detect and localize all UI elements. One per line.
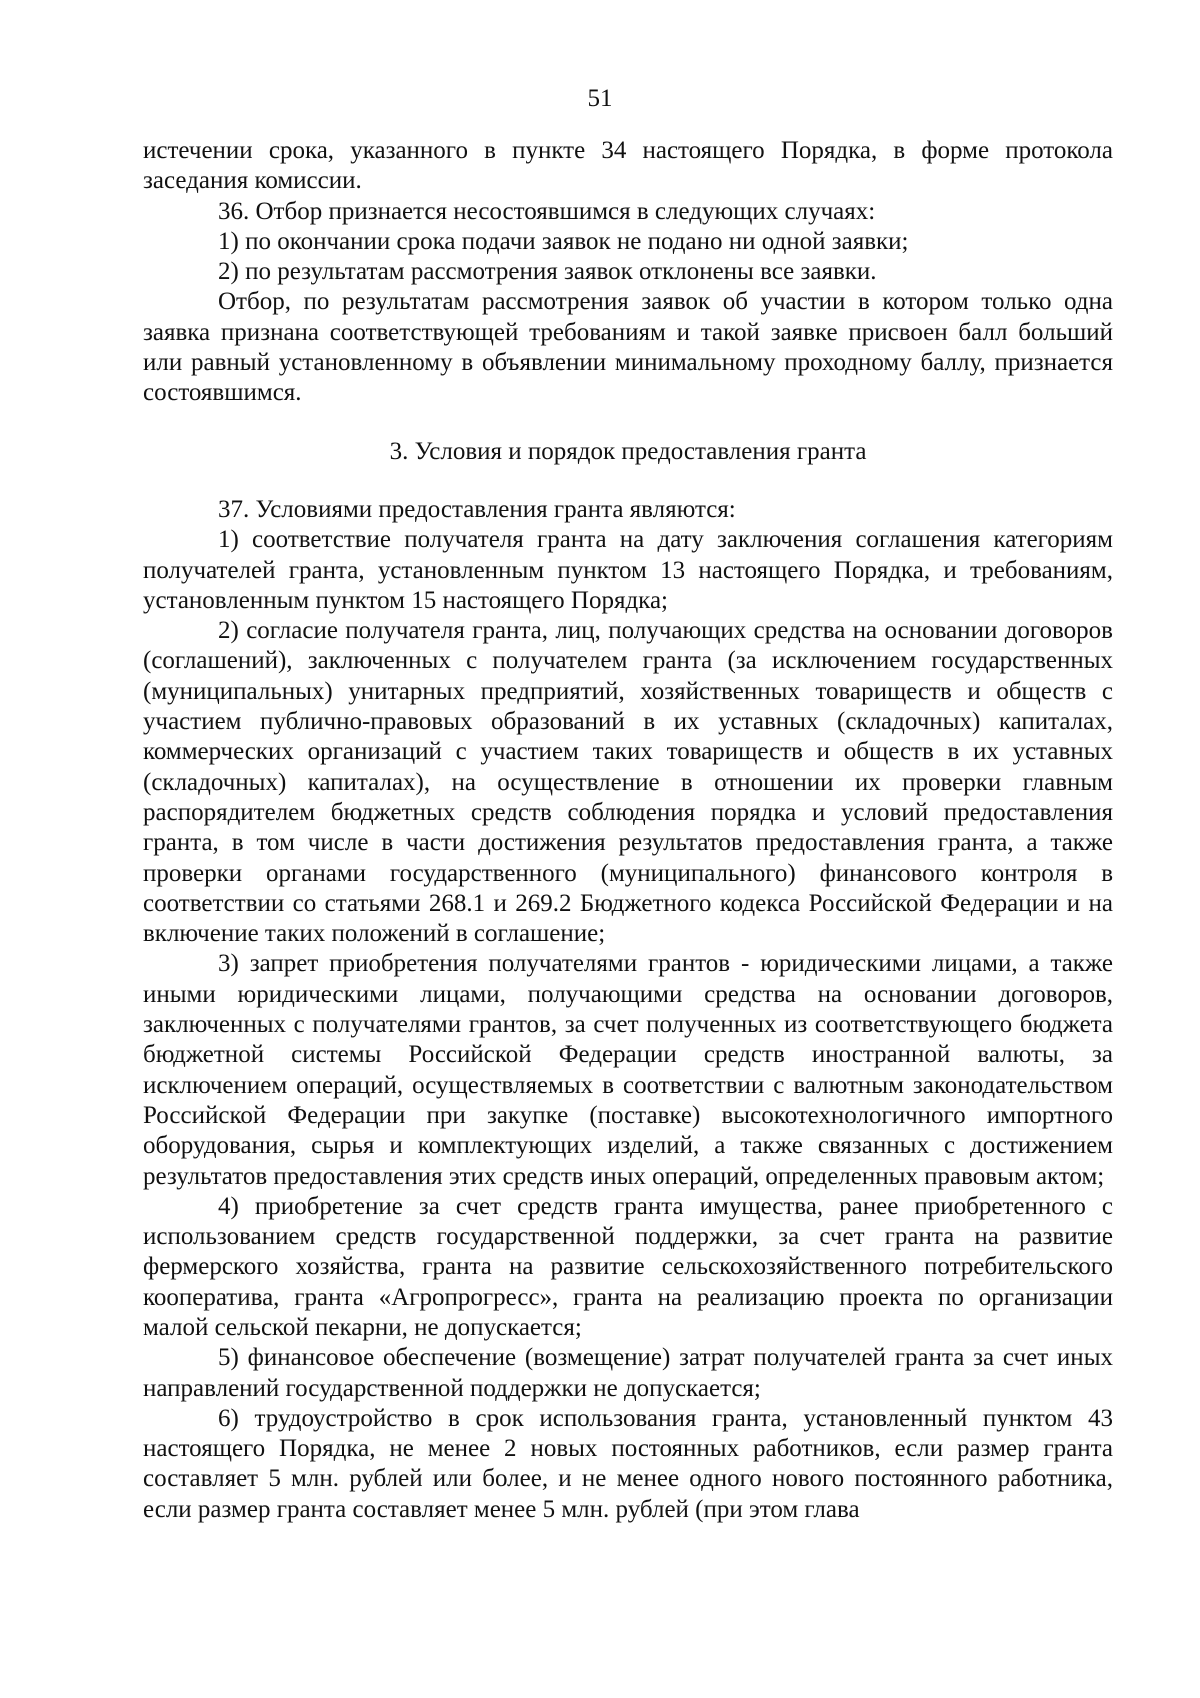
- section-heading: 3. Условия и порядок предоставления гранта: [389, 437, 867, 465]
- document-body: [143, 136, 1113, 1525]
- page-number: 51: [587, 85, 613, 112]
- paragraph-item-37-3: 3) запрет приобретения получателями грантов - юридическими лицами, а также иными юридическими лицами, получающими средства на основании договоров, заключенных с получателями грантов, за счет полученных из соответствующего бюджета бюджетной системы Российской Федерации средств иностранной валюты, за исключением операций, осуществляемых в соответствии с валютным законодательством Российской Федерации при закупке (поставке) высокотехнологичного импортного оборудования, сырья и комплектующих изделий, а также связанных с достижением результатов предоставления этих средств иных операций, определенных правовым актом;: [143, 950, 1113, 1190]
- paragraph-item-37-5: 5) финансовое обеспечение (возмещение) затрат получателей гранта за счет иных направлений государственной поддержки не допускается;: [143, 1344, 1113, 1402]
- paragraph-item-37: 37. Условиями предоставления гранта являются:: [218, 495, 736, 523]
- paragraph-item-36-2: 2) по результатам рассмотрения заявок отклонены все заявки.: [218, 258, 877, 286]
- paragraph-item-37-4: 4) приобретение за счет средств гранта имущества, ранее приобретенного с использованием средств государственной поддержки, за счет гранта на развитие фермерского хозяйства, гранта на развитие сельскохозяйственного потребительского кооператива, гранта «Агропрогресс», гранта на реализацию проекта по организации малой сельской пекарни, не допускается;: [143, 1192, 1113, 1341]
- paragraph-item-37-1: 1) соответствие получателя гранта на дату заключения соглашения категориям получателей гранта, установленным пунктом 13 настоящего Порядка, и требованиям, установленным пунктом 15 настоящего Порядка;: [143, 526, 1113, 614]
- paragraph-continuation: истечении срока, указанного в пункте 34 настоящего Порядка, в форме протокола заседания комиссии.: [143, 137, 1113, 195]
- paragraph-item-37-2: 2) согласие получателя гранта, лиц, получающих средства на основании договоров (соглашений), заключенных с получателем гранта (за исключением государственных (муниципальных) унитарных предприятий, хозяйственных товариществ и обществ с участием публично-правовых образований в их уставных (складочных) капиталах, коммерческих организаций с участием таких товариществ и обществ в их уставных (складочных) капиталах), на осуществление в отношении их проверки главным распорядителем бюджетных средств соблюдения порядка и условий предоставления гранта, в том числе в части достижения результатов предоставления гранта, а также проверки органами государственного (муниципального) финансового контроля в соответствии со статьями 268.1 и 269.2 Бюджетного кодекса Российской Федерации и на включение таких положений в соглашение;: [143, 617, 1113, 948]
- paragraph-item-37-6: 6) трудоустройство в срок использования гранта, установленный пунктом 43 настоящего Порядка, не менее 2 новых постоянных работников, если размер гранта составляет 5 млн. рублей или более, и не менее одного нового постоянного работника, если размер гранта составляет менее 5 млн. рублей (при этом глава: [143, 1404, 1113, 1523]
- paragraph-item-36: 36. Отбор признается несостоявшимся в следующих случаях:: [218, 197, 876, 225]
- paragraph-item-36-1: 1) по окончании срока подачи заявок не подано ни одной заявки;: [218, 227, 909, 255]
- paragraph-selection-valid: Отбор, по результатам рассмотрения заявок об участии в котором только одна заявка признана соответствующей требованиям и такой заявке присвоен балл больший или равный установленному в объявлении минимальному проходному баллу, признается состоявшимся.: [143, 288, 1113, 407]
